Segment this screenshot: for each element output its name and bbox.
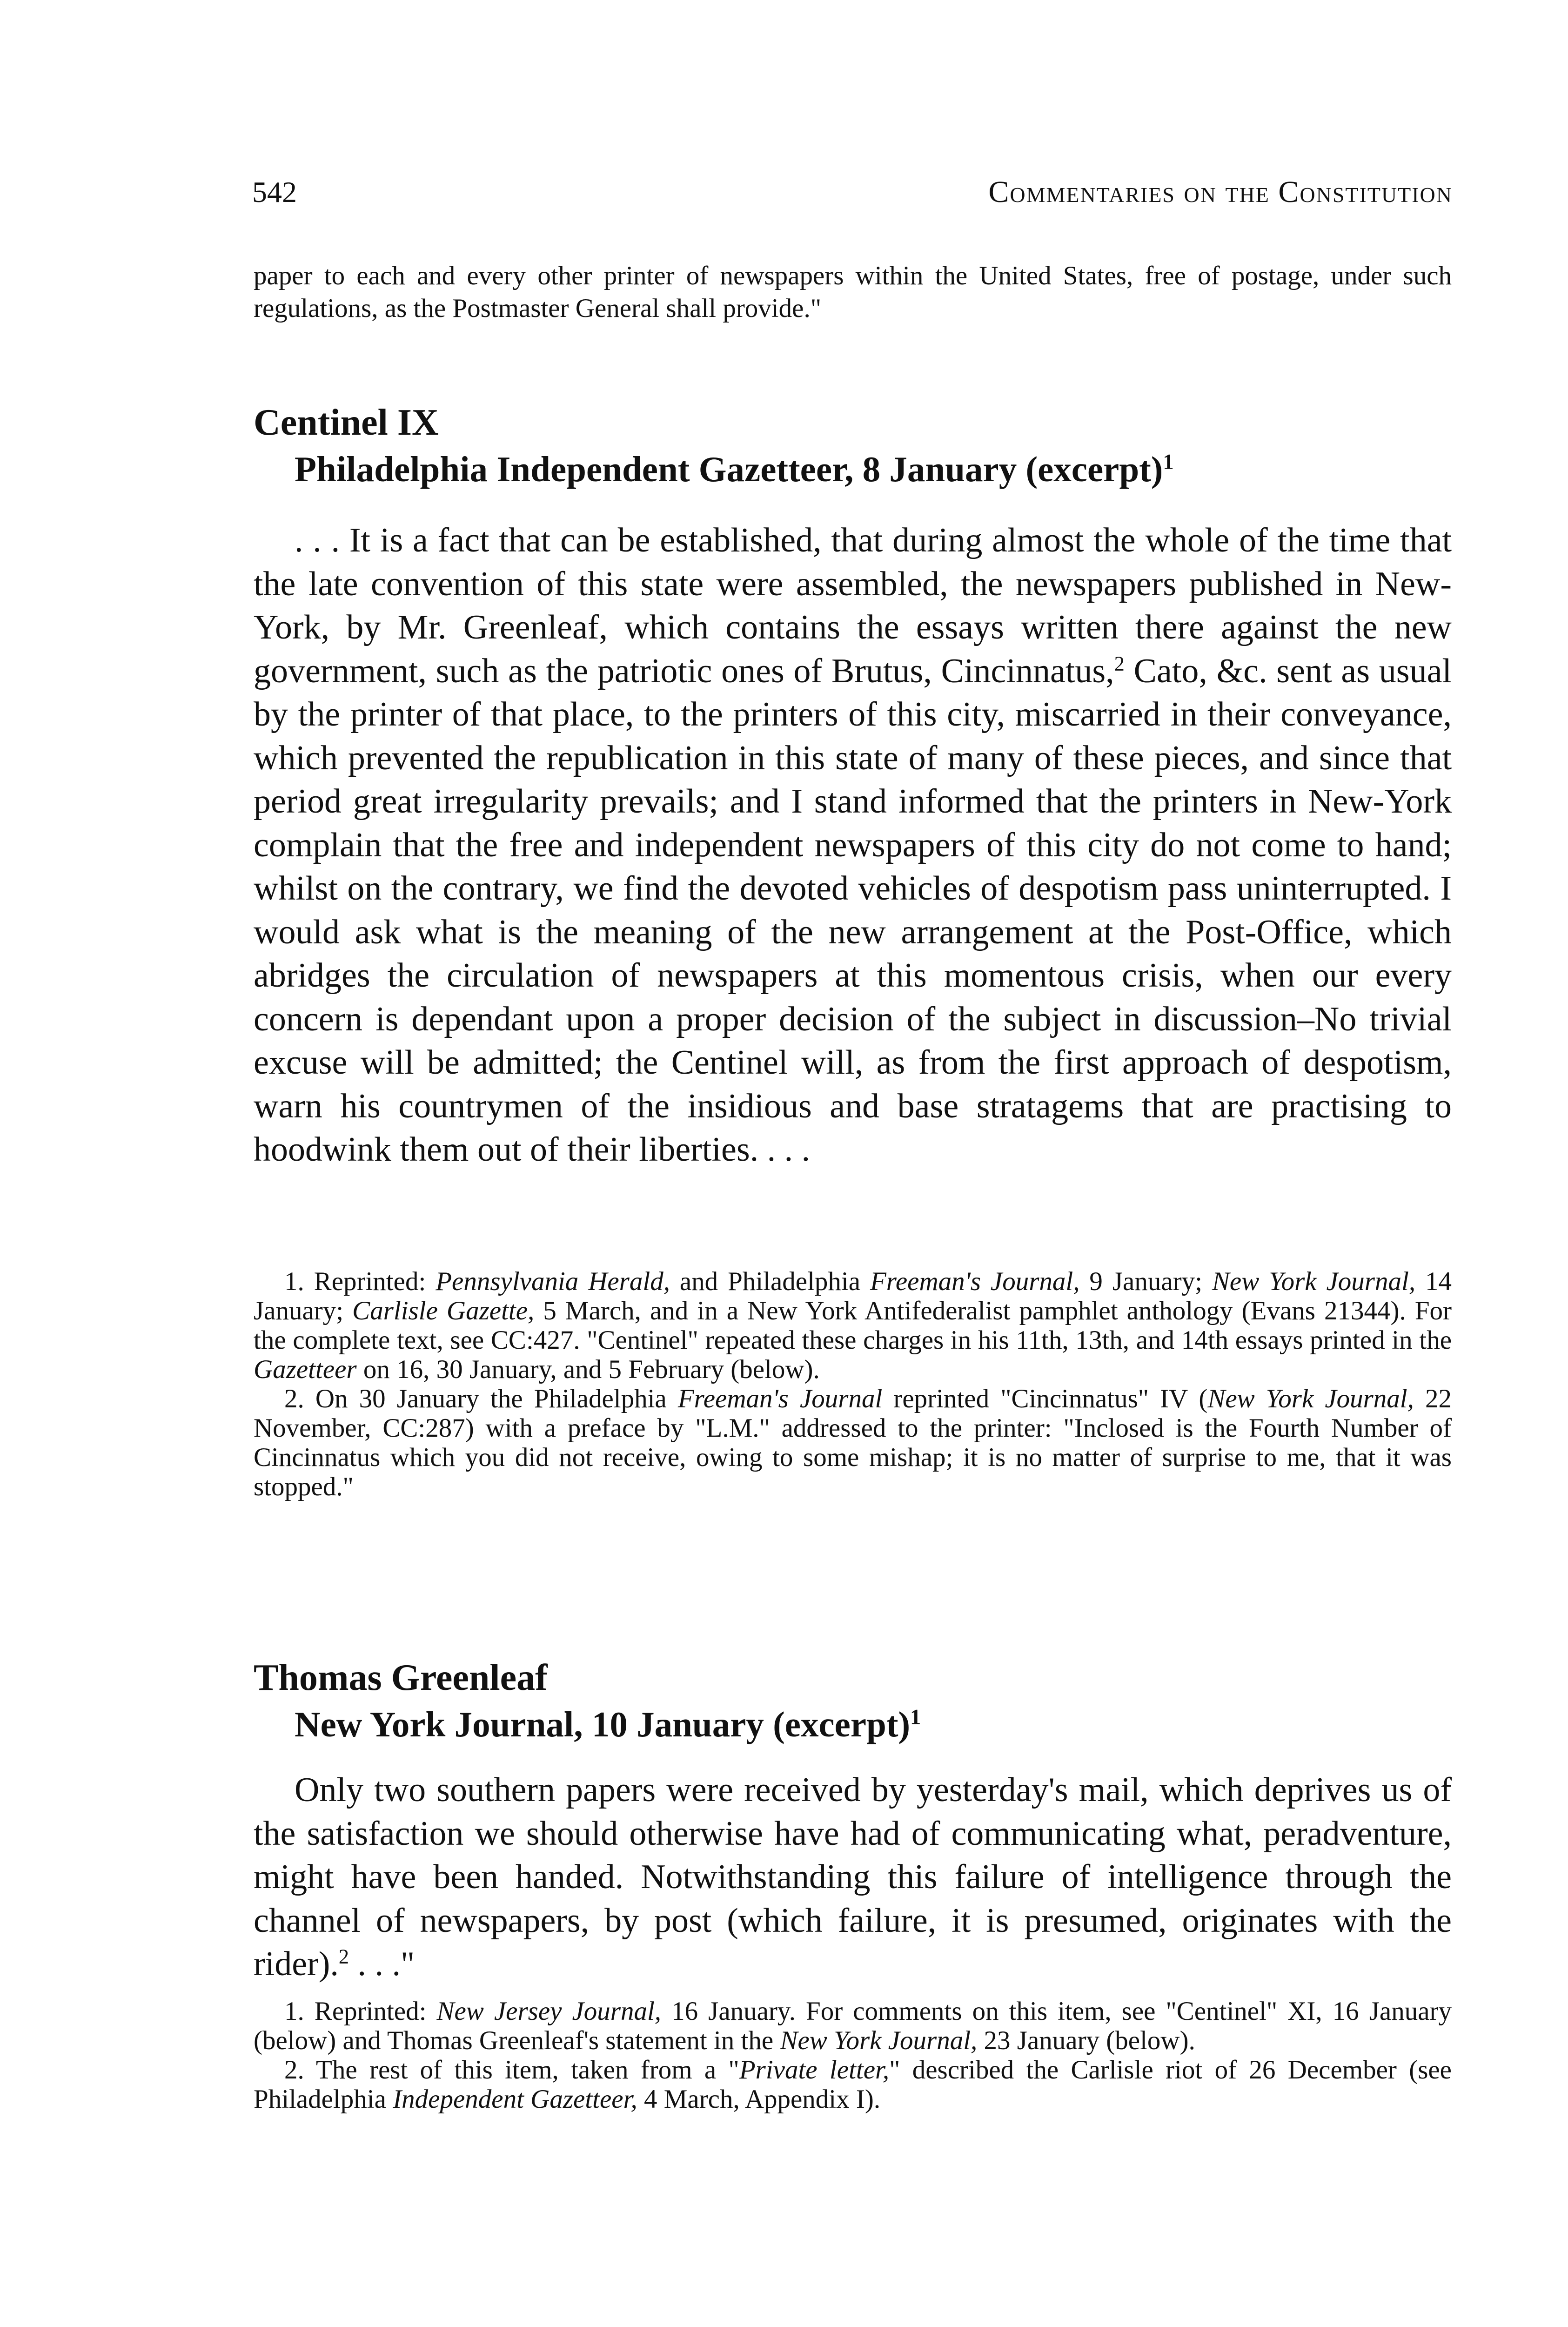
greenleaf-body: Only two southern papers were received by yesterday's mail, which deprives us of the satisfaction we should otherwise have had of communicating what, peradventure, might have been handed. Notwithstanding this failure of intelligence through the channel of newspapers, by post (which failure, it is presumed, originates with the rider).$^2$ . . ." [254, 1771, 1452, 1983]
title-note-marker: 1 [1163, 450, 1174, 474]
title-note-marker: 1 [910, 1705, 921, 1729]
greenleaf-footnote-2: 2. The rest of this item, taken from a "Private letter," described the Carlisle riot of 26 December (see Philadelphia Independent Gazetteer, 4 March, Appendix I). [254, 2055, 1452, 2114]
page-number: 542 [252, 175, 297, 208]
centinel-author: Centinel IX [254, 402, 439, 443]
greenleaf-footnotes [254, 1997, 1452, 2114]
running-title: Commentaries on the Constitution [988, 175, 1453, 209]
centinel-body: . . . It is a fact that can be established, that during almost the whole of the time that the late convention of this state were assembled, the newspapers published in New-York, by Mr. Greenleaf, which contains the essays written there against the new government, such as the patriotic ones of Brutus, Cincinnatus,$^2$ Cato, &c. sent as usual by the printer of that place, to the printers of this city, miscarried in their conveyance, which prevented the republication in this state of many of these pieces, and since that period great irregularity prevails; and I stand informed that the printers in New-York complain that the free and independent newspapers of this city do not come to hand; whilst on the contrary, we find the devoted vehicles of despotism pass uninterrupted. I would ask what is the meaning of the new arrangement at the Post-Office, which abridges the circulation of newspapers at this momentous crisis, when our every concern is dependant upon a proper decision of the subject in discussion–No trivial excuse will be admitted; the Centinel will, as from the first approach of despotism, warn his countrymen of the insidious and base stratagems that are practising to hoodwink them out of their liberties. . . . [254, 521, 1452, 1169]
greenleaf-title: New York Journal, 10 January (excerpt)$^1$ [295, 1704, 921, 1744]
lead-in-paragraph: paper to each and every other printer of newspapers within the United States, free of postage, under such regulations, as the Postmaster General shall provide." [254, 261, 1452, 323]
greenleaf-footnote-1: 1. Reprinted: New Jersey Journal, 16 January. For comments on this item, see "Centinel" XI, 16 January (below) and Thomas Greenleaf's statement in the New York Journal, 23 January (below). [254, 1997, 1452, 2055]
centinel-title: Philadelphia Independent Gazetteer, 8 January (excerpt)$^1$ [295, 449, 1174, 489]
centinel-footnote-2: 2. On 30 January the Philadelphia Freeman's Journal reprinted "Cincinnatus" IV (New York Journal, 22 November, CC:287) with a preface by "L.M." addressed to the printer: "Inclosed is the Fourth Number of Cincinnatus which you did not receive, owing to some mishap; it is no matter of surprise to me, that it was stopped." [254, 1384, 1452, 1501]
centinel-heading [254, 399, 1452, 492]
note-marker: 2 [338, 1944, 349, 1968]
note-marker: 2 [1114, 651, 1125, 675]
centinel-footnote-1: 1. Reprinted: Pennsylvania Herald, and Philadelphia Freeman's Journal, 9 January; New York Journal, 14 January; Carlisle Gazette, 5 March, and in a New York Antifederalist pamphlet anthology (Evans 21344). For the complete text, see CC:427. "Centinel" repeated these charges in his 11th, 13th, and 14th essays printed in the Gazetteer on 16, 30 January, and 5 February (below). [254, 1267, 1452, 1384]
greenleaf-heading [254, 1654, 1452, 1748]
centinel-footnotes [254, 1267, 1452, 1501]
running-header [252, 171, 1453, 213]
greenleaf-author: Thomas Greenleaf [254, 1657, 548, 1698]
